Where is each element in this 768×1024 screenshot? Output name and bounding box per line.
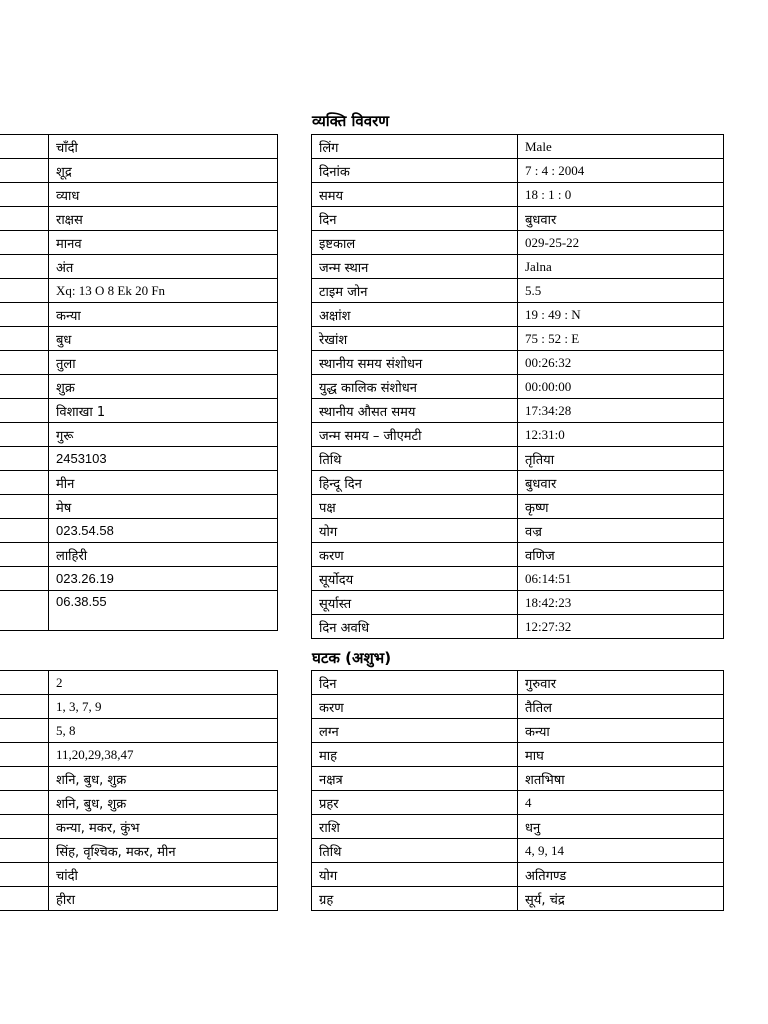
table-row (0, 495, 278, 519)
value-cell: 19 : 49 : N (518, 303, 724, 327)
value-cell: शूद्र (49, 159, 278, 183)
table-row (0, 567, 278, 591)
value-cell: 023.54.58 (49, 519, 278, 543)
value-cell: शनि, बुध, शुक्र (49, 767, 278, 791)
label-cell: दिन अवधि (312, 615, 518, 639)
value-cell: Xq: 13 O 8 Ek 20 Fn (49, 279, 278, 303)
table-row (312, 567, 724, 591)
table-row (312, 791, 724, 815)
label-cell: स्थानीय समय संशोधन (312, 351, 518, 375)
table-row (312, 375, 724, 399)
value-cell: 18 : 1 : 0 (518, 183, 724, 207)
table-row (312, 839, 724, 863)
value-cell: 18:42:23 (518, 591, 724, 615)
value-cell: 06:14:51 (518, 567, 724, 591)
value-cell: चांदी (49, 863, 278, 887)
value-cell: मेष (49, 495, 278, 519)
table-row (0, 447, 278, 471)
table-row (0, 423, 278, 447)
label-cell: योग (312, 519, 518, 543)
label-cell: टाइम जोन (312, 279, 518, 303)
value-cell: 5.5 (518, 279, 724, 303)
ghatak-title: घटक (अशुभ) (312, 649, 392, 667)
value-cell: बुधवार (518, 471, 724, 495)
label-cell: जन्म समय – जीएमटी (312, 423, 518, 447)
label-cell: करण (312, 695, 518, 719)
table-row (312, 495, 724, 519)
value-cell: धनु (518, 815, 724, 839)
table-row (312, 159, 724, 183)
label-cell: जन्म स्थान (312, 255, 518, 279)
value-cell: कन्या (49, 303, 278, 327)
table-row (312, 447, 724, 471)
label-cell: स्थानीय औसत समय (312, 399, 518, 423)
table-row (0, 839, 278, 863)
value-cell: 4, 9, 14 (518, 839, 724, 863)
value-cell: सिंह, वृश्चिक, मकर, मीन (49, 839, 278, 863)
value-cell: 2453103 (49, 447, 278, 471)
table-row (0, 743, 278, 767)
table-row (0, 671, 278, 695)
table-row (0, 591, 278, 631)
value-cell: विशाखा 1 (49, 399, 278, 423)
table-row (312, 135, 724, 159)
ghatak-table (311, 670, 724, 911)
label-cell: करण (312, 543, 518, 567)
table-row (312, 671, 724, 695)
value-cell: सूर्य, चंद्र (518, 887, 724, 911)
value-cell: तुला (49, 351, 278, 375)
table-row (0, 887, 278, 911)
table-row (312, 303, 724, 327)
value-cell: गुरुवार (518, 671, 724, 695)
table-row (0, 695, 278, 719)
value-cell: Jalna (518, 255, 724, 279)
table-row (0, 183, 278, 207)
table-row (312, 255, 724, 279)
label-cell: सूर्योदय (312, 567, 518, 591)
value-cell: अंत (49, 255, 278, 279)
label-cell: अक्षांश (312, 303, 518, 327)
value-cell: 75 : 52 : E (518, 327, 724, 351)
table-row (0, 231, 278, 255)
value-cell: बुधवार (518, 207, 724, 231)
value-cell: 17:34:28 (518, 399, 724, 423)
value-cell: शुक्र (49, 375, 278, 399)
value-cell: वणिज (518, 543, 724, 567)
table-row (0, 767, 278, 791)
value-cell: तृतिया (518, 447, 724, 471)
table-row (312, 207, 724, 231)
table-row (0, 863, 278, 887)
table-row (0, 303, 278, 327)
table-row (312, 719, 724, 743)
label-cell: सूर्यास्त (312, 591, 518, 615)
value-cell: कन्या, मकर, कुंभ (49, 815, 278, 839)
value-cell: 029-25-22 (518, 231, 724, 255)
table-row (312, 591, 724, 615)
table-row (312, 767, 724, 791)
value-cell: 12:27:32 (518, 615, 724, 639)
value-cell: शतभिषा (518, 767, 724, 791)
label-cell: इष्टकाल (312, 231, 518, 255)
table-row (312, 519, 724, 543)
table-row (0, 375, 278, 399)
value-cell: अतिगण्ड (518, 863, 724, 887)
personal-details-title: व्यक्ति विवरण (312, 112, 390, 130)
table-row (312, 863, 724, 887)
value-cell: 00:00:00 (518, 375, 724, 399)
value-cell: लाहिरी (49, 543, 278, 567)
left-lucky-table (0, 670, 278, 911)
personal-details-table (311, 134, 724, 639)
value-cell: 023.26.19 (49, 567, 278, 591)
table-row (0, 791, 278, 815)
table-row (0, 135, 278, 159)
value-cell: कृष्ण (518, 495, 724, 519)
value-cell: 1, 3, 7, 9 (49, 695, 278, 719)
label-cell: ग्रह (312, 887, 518, 911)
value-cell: मीन (49, 471, 278, 495)
table-row (0, 351, 278, 375)
value-cell: व्याध (49, 183, 278, 207)
label-cell: तिथि (312, 839, 518, 863)
label-cell: रेखांश (312, 327, 518, 351)
value-cell: चाँदी (49, 135, 278, 159)
value-cell: Male (518, 135, 724, 159)
value-cell: 5, 8 (49, 719, 278, 743)
value-cell: माघ (518, 743, 724, 767)
value-cell: 4 (518, 791, 724, 815)
value-cell: 2 (49, 671, 278, 695)
value-cell: 7 : 4 : 2004 (518, 159, 724, 183)
table-row (0, 471, 278, 495)
left-details-table (0, 134, 278, 631)
value-cell: 06.38.55 (49, 591, 278, 631)
table-row (0, 719, 278, 743)
table-row (312, 183, 724, 207)
label-cell: दिन (312, 207, 518, 231)
label-cell: प्रहर (312, 791, 518, 815)
table-row (0, 255, 278, 279)
table-row (312, 231, 724, 255)
value-cell: 00:26:32 (518, 351, 724, 375)
label-cell: पक्ष (312, 495, 518, 519)
value-cell: वज्र (518, 519, 724, 543)
table-row (312, 815, 724, 839)
label-cell: हिन्दू दिन (312, 471, 518, 495)
label-cell: योग (312, 863, 518, 887)
table-row (0, 207, 278, 231)
value-cell: 12:31:0 (518, 423, 724, 447)
label-cell: दिन (312, 671, 518, 695)
label-cell: तिथि (312, 447, 518, 471)
label-cell: माह (312, 743, 518, 767)
label-cell: युद्ध कालिक संशोधन (312, 375, 518, 399)
table-row (312, 471, 724, 495)
value-cell: मानव (49, 231, 278, 255)
value-cell: हीरा (49, 887, 278, 911)
table-row (312, 743, 724, 767)
table-row (0, 399, 278, 423)
table-row (312, 279, 724, 303)
value-cell: तैतिल (518, 695, 724, 719)
label-cell: लिंग (312, 135, 518, 159)
table-row (312, 327, 724, 351)
value-cell: गुरू (49, 423, 278, 447)
table-row (0, 159, 278, 183)
label-cell: दिनांक (312, 159, 518, 183)
table-row (312, 887, 724, 911)
table-row (312, 423, 724, 447)
value-cell: बुध (49, 327, 278, 351)
table-row (0, 327, 278, 351)
table-row (312, 351, 724, 375)
table-row (0, 519, 278, 543)
label-cell: लग्न (312, 719, 518, 743)
label-cell: राशि (312, 815, 518, 839)
table-row (0, 815, 278, 839)
value-cell: कन्या (518, 719, 724, 743)
table-row (312, 399, 724, 423)
table-row (0, 543, 278, 567)
value-cell: शनि, बुध, शुक्र (49, 791, 278, 815)
label-cell: नक्षत्र (312, 767, 518, 791)
label-cell: समय (312, 183, 518, 207)
table-row (0, 279, 278, 303)
table-row (312, 695, 724, 719)
value-cell: राक्षस (49, 207, 278, 231)
table-row (312, 615, 724, 639)
value-cell: 11,20,29,38,47 (49, 743, 278, 767)
table-row (312, 543, 724, 567)
